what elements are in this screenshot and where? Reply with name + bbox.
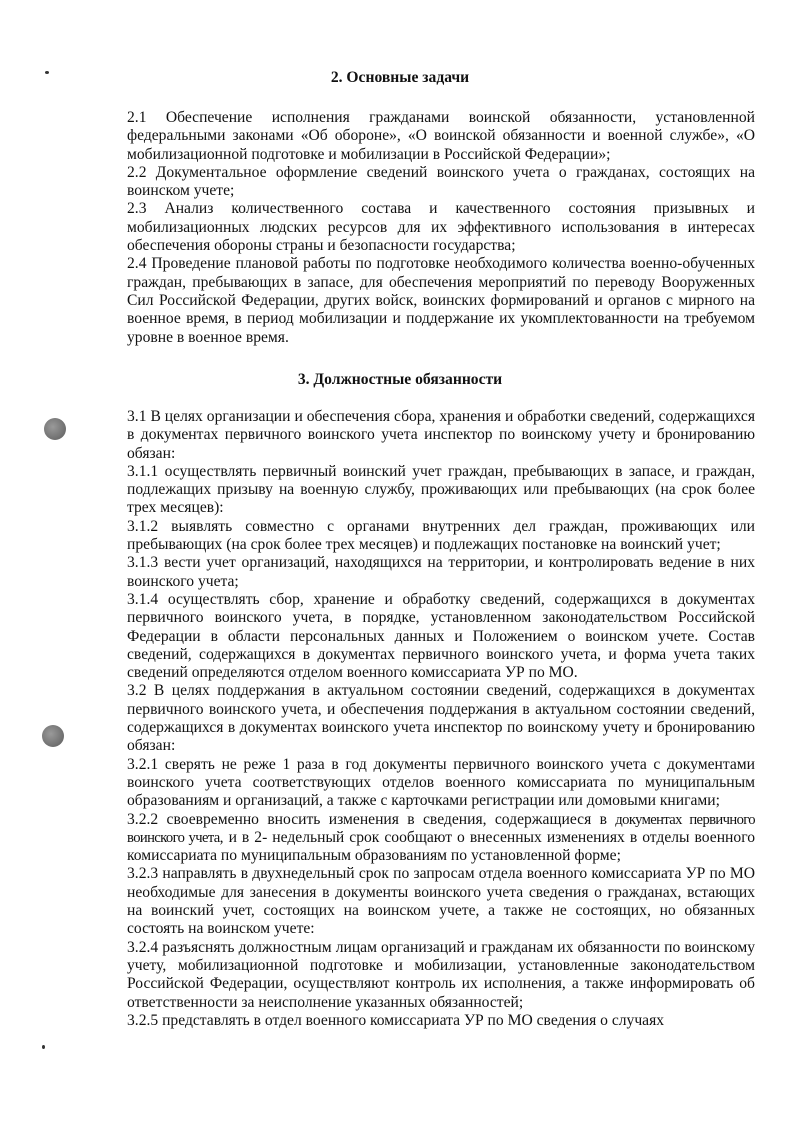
- paragraph-2-4: 2.4 Проведение плановой работы по подготовке необходимого количества военно-обученных граждан, пребывающих в запасе, для обеспечения мероприятий по переводу Вооруженных Сил Российской Федерации, других войск, воинских формирований и органов с мирного на военное время, в период мобилизации и поддержание их укомплектованности на требуемом уровне в военное время.: [127, 255, 755, 346]
- paragraph-3-2-2-start: 3.2.2 своевременно вносить изменения в сведения, содержащиеся в: [127, 810, 616, 828]
- paragraph-2-3: 2.3 Анализ количественного состава и качественного состояния призывных и мобилизационных людских ресурсов для их эффективного использования в интересах обеспечения обороны страны и безопасности государства;: [127, 200, 755, 255]
- paragraph-3-2-2: [127, 811, 755, 866]
- paragraph-3-2: 3.2 В целях поддержания в актуальном состоянии сведений, содержащихся в документах первичного воинского учета, и обеспечения поддержания в актуальном состоянии сведений, содержащихся в документах воинского учета инспектор по воинскому учету и бронированию обязан:: [127, 682, 755, 755]
- paragraph-3-1-4: 3.1.4 осуществлять сбор, хранение и обработку сведений, содержащихся в документах первичного воинского учета, в порядке, установленном законодательством Российской Федерации в области персональных данных и Положением о воинском учете. Состав сведений, содержащихся в документах первичного воинского учета, и форма учета таких сведений определяются отделом военного комиссариата УР по МО.: [127, 590, 755, 682]
- paragraph-3-2-4: 3.2.4 разъяснять должностным лицам организаций и гражданам их обязанности по воинскому учету, мобилизационной подготовке и мобилизации, установленные законодательством Российской Федерации, осуществляют контроль их исполнения, а также информировать об ответственности за неисполнение указанных обязанностей;: [127, 938, 755, 1011]
- paragraph-2-1: 2.1 Обеспечение исполнения гражданами воинской обязанности, установленной федеральными законами «Об обороне», «О воинской обязанности и военной службе», «О мобилизационной подготовке и мобилизации в Российской Федерации»;: [127, 109, 755, 163]
- paragraph-3-2-3: 3.2.3 направлять в двухнедельный срок по запросам отдела военного комиссариата УР по МО необходимые для занесения в документы воинского учета сведения о гражданах, встающих на воинский учет, состоящих на воинском учете, а также не состоящих, но обязанных состоять на воинском учете:: [127, 865, 755, 938]
- punch-hole-top: [44, 418, 66, 440]
- section-3-body: [127, 408, 755, 1030]
- paragraph-3-2-2-end: , и в 2- недельный срок сообщают о внесенных изменениях в отделы военного комиссариата по муниципальным образованиям по установленной форме;: [127, 828, 755, 865]
- paragraph-3-1-1: 3.1.1 осуществлять первичный воинский учет граждан, пребывающих в запасе, и граждан, подлежащих призыву на военную службу, проживающих или пребывающих (на срок более трех месяцев):: [127, 462, 755, 517]
- scan-speck: [42, 1045, 45, 1049]
- paragraph-3-1: 3.1 В целях организации и обеспечения сбора, хранения и обработки сведений, содержащихся в документах первичного воинского учета инспектор по воинскому учету и бронированию обязан:: [127, 408, 755, 462]
- paragraph-3-2-1: 3.2.1 сверять не реже 1 раза в год документы первичного воинского учета с документами воинского учета соответствующих отделов военного комиссариата по муниципальным образованиям и организаций, а также с карточками регистрации или домовыми книгами;: [127, 755, 755, 810]
- section-3-heading: 3. Должностные обязанности: [297, 371, 503, 388]
- punch-hole-bottom: [42, 725, 64, 747]
- paragraph-2-2: 2.2 Документальное оформление сведений воинского учета о гражданах, состоящих на воинском учете;: [127, 163, 755, 200]
- paragraph-3-1-2: 3.1.2 выявлять совместно с органами внутренних дел граждан, проживающих или пребывающих (на срок более трех месяцев) и подлежащих постановке на воинский учет;: [127, 517, 755, 554]
- section-2-body: [127, 109, 755, 347]
- paragraph-3-2-5: 3.2.5 представлять в отдел военного комиссариата УР по МО сведения о случаях: [127, 1011, 665, 1029]
- paragraph-3-2-2-condensed: документах первичного воинского учета: [127, 811, 756, 846]
- section-2-heading: 2. Основные задачи: [330, 69, 470, 86]
- paragraph-3-1-3: 3.1.3 вести учет организаций, находящихся на территории, и контролировать ведение в них воинского учета;: [127, 554, 755, 590]
